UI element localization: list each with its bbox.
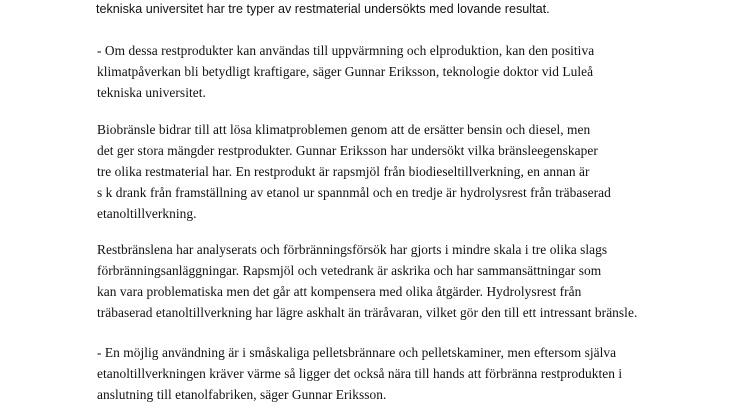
paragraph-quote-2: [97, 342, 622, 405]
paragraph-line: det ger stora mängder restprodukter. Gunnar Eriksson har undersökt vilka bränsleegenskaper: [97, 143, 598, 158]
paragraph-line: klimatpåverkan bli betydligt kraftigare, säger Gunnar Eriksson, teknologie doktor vid Luleå: [97, 64, 594, 79]
paragraph-line: tekniska universitet.: [97, 85, 206, 100]
paragraph-biofuel: [97, 119, 611, 224]
paragraph-line: tre olika restmaterial har. En restprodukt är rapsmjöl från biodieseltillverkning, en annan är: [97, 164, 590, 179]
paragraph-line: träbaserad etanoltillverkning har lägre askhalt än träråvaran, vilket gör den till ett intressant bränsle.: [97, 305, 638, 320]
paragraph-line: etanoltillverkning.: [97, 206, 197, 221]
paragraph-quote-1: [97, 40, 594, 103]
intro-line: tekniska universitet har tre typer av restmaterial undersökts med lovande resultat.: [96, 2, 550, 16]
paragraph-residual-fuels: [97, 239, 637, 323]
paragraph-line: förbränningsanläggningar. Rapsmjöl och vetedrank är askrika och har sammansättningar som: [97, 263, 602, 278]
paragraph-line: - Om dessa restprodukter kan användas till uppvärmning och elproduktion, kan den positiva: [97, 43, 595, 58]
paragraph-line: Biobränsle bidrar till att lösa klimatproblemen genom att de ersätter bensin och diesel, men: [97, 122, 591, 137]
paragraph-line: kan vara problematiska men det går att kompensera med olika åtgärder. Hydrolysrest från: [97, 284, 582, 299]
paragraph-line: s k drank från framställning av etanol ur spannmål och en tredje är hydrolysrest från träbaserad: [97, 185, 611, 200]
paragraph-line: anslutning till etanolfabriken, säger Gunnar Eriksson.: [97, 387, 387, 402]
paragraph-line: etanoltillverkningen kräver värme så ligger det också nära till hands att förbränna restprodukten i: [97, 366, 623, 381]
paragraph-line: - En möjlig användning är i småskaliga pelletsbrännare och pelletskaminer, men eftersom själva: [97, 345, 617, 360]
paragraph-line: Restbränslena har analyserats och förbränningsförsök har gjorts i mindre skala i tre olika slags: [97, 242, 608, 257]
